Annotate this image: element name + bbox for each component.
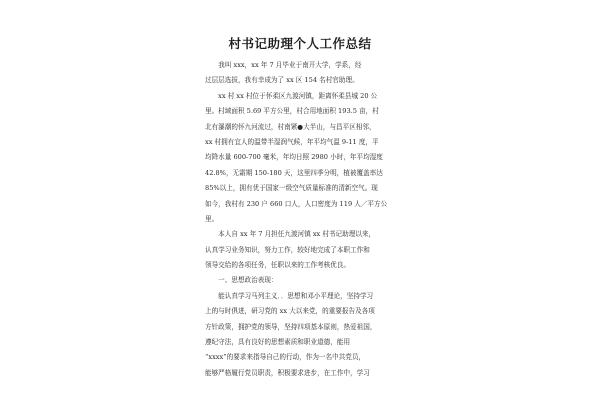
body-line: 领导交给的各项任务，任职以来的工作考核优良。 xyxy=(205,261,351,270)
body-line: 一、思想政治表现： xyxy=(205,276,278,285)
document-title: 村书记助理个人工作总结 xyxy=(228,36,372,51)
body-line: 里。 xyxy=(205,214,219,223)
document-body xyxy=(205,58,395,381)
body-line: 如今，我村有 230 户 660 口人，人口密度为 119 人／平方公 xyxy=(205,199,388,208)
body-line: 过层层选拔，我有幸成为了 xx 区 154 名村官助理。 xyxy=(205,76,359,85)
body-line: 上的与时俱进，研习党的 xx 大以来党，的重要报告及各项 xyxy=(205,307,375,316)
body-line: 均降水量 600-700 毫米，年均日照 2980 小时，年平均湿度 xyxy=(205,153,383,162)
body-line: 能认真学习马列主义．．思想和邓小平理论，坚持学习 xyxy=(205,291,374,300)
body-line: 北有瀑潮的怀九河流过，村南紧●大半山，与昌平区相邻， xyxy=(205,122,376,131)
body-line: 认真学习业务知识，努力工作，较好地完成了本职工作和 xyxy=(205,245,370,254)
body-line: xx 村拥有宜人的温带半湿润气候，年平均气温 9-11 度，平 xyxy=(205,137,379,146)
body-line: 里。村域面积 5.69 平方公里，村合用地面积 193.5 亩，村 xyxy=(205,107,379,116)
body-line: 本人自 xx 年 7 月担任九渡河镇 xx 村书记助理以来， xyxy=(205,230,376,239)
body-line: 85%以上，拥有优于国家一级空气质量标准的清新空气。现 xyxy=(205,184,378,193)
body-line: 方针政策，拥护党的领导，坚持四项基本原则，热爱祖国， xyxy=(205,322,377,331)
body-line: 我叫 xxx，xx 年 7 月毕业于南开大学，学系，经 xyxy=(205,61,362,69)
body-line: 能够严格履行党员职责，积极要求进步，在工作中，学习 xyxy=(205,368,370,377)
body-line: 42.8%，无霜期 150-180 天，这里四季分明，植被覆盖率达 xyxy=(205,168,383,177)
body-line: 遵纪守法，具有良好的思想素质和职业道德，能用 xyxy=(205,338,351,347)
body-line: “xxxx”的要求来指导自己的行动，作为一名中共党员， xyxy=(205,353,366,362)
body-line: xx 村 xx 村位于怀柔区九渡河镇，距离怀柔县城 20 公 xyxy=(205,91,378,100)
